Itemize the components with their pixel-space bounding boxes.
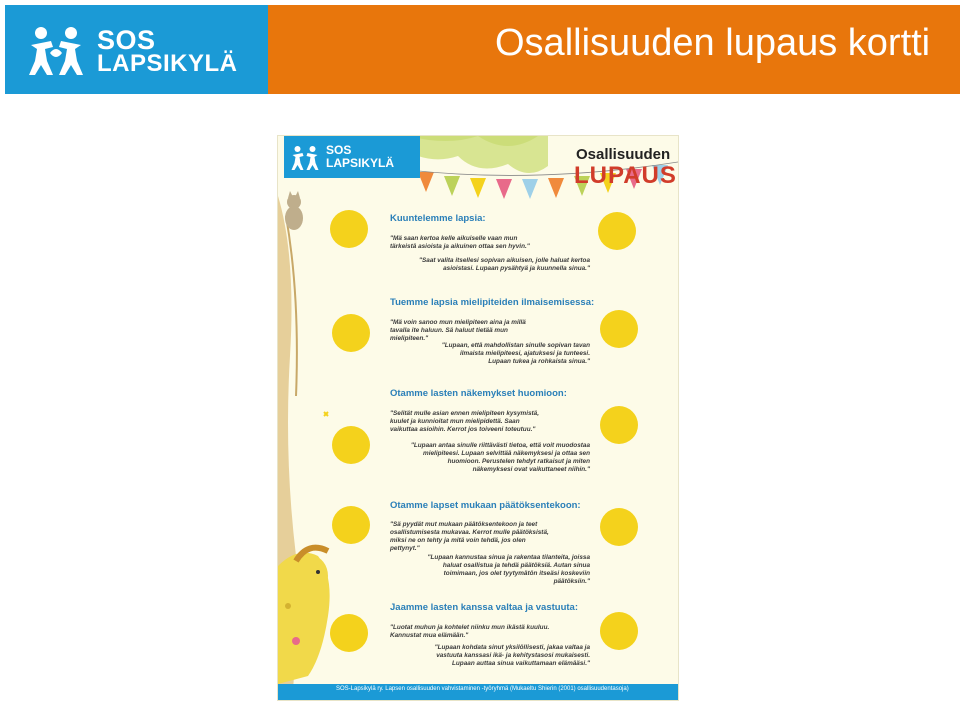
poster-footer-text: SOS-Lapsikylä ry. Lapsen osallisuuden vahvistaminen -työryhmä (Mukaeltu Shierin (2001) osallisuudentasoja) <box>336 686 629 692</box>
adult-face-5 <box>600 612 638 650</box>
child-face-1 <box>330 210 368 248</box>
adult-face-3 <box>600 406 638 444</box>
poster-children-logo-icon <box>290 145 320 171</box>
children-logo-icon <box>27 25 85 77</box>
poster-logo-line-1: SOS <box>326 143 352 157</box>
child-quote-2: "Mä voin sanoo mun mielipiteen aina ja millä tavalla ite haluun. Sä haluut tietää mun mielipiteen." <box>390 319 526 342</box>
poster-logo-line-2: LAPSIKYLÄ <box>326 156 395 170</box>
logo-wordmark <box>97 25 238 77</box>
logo-line-2: LAPSIKYLÄ <box>97 50 238 77</box>
logo-line-1: SOS <box>97 25 156 55</box>
adult-face-1 <box>598 212 636 250</box>
child-quote-5: "Luotat muhun ja kohtelet niinku mun ikästä kuuluu. Kannustat mua elämään." <box>390 624 550 639</box>
poster-logo-wordmark <box>326 144 394 170</box>
sos-lapsikyla-logo <box>5 5 268 94</box>
section-heading-3: Otamme lasten näkemykset huomioon: <box>390 388 567 399</box>
section-heading-5: Jaamme lasten kanssa valtaa ja vastuuta: <box>390 602 578 613</box>
child-face-2 <box>332 314 370 352</box>
sparkle-icon <box>324 412 328 416</box>
adult-face-2 <box>600 310 638 348</box>
child-quote-1: "Mä saan kertoa kelle aikuiselle vaan mun tärkeistä asioista ja aikuinen ottaa sen hyvin." <box>390 235 530 250</box>
adult-quote-1: "Saat valita itsellesi sopivan aikuisen, jolle haluat kertoa asioistasi. Lupaan pysähtyä ja kuunnella sinua." <box>418 257 590 272</box>
section-heading-1: Kuuntelemme lapsia: <box>390 213 486 224</box>
child-face-5 <box>330 614 368 652</box>
section-heading-2: Tuemme lapsia mielipiteiden ilmaisemisessa: <box>390 297 595 308</box>
adult-quote-5: "Lupaan kohdata sinut yksilöllisesti, jakaa valtaa ja vastuuta kanssasi ikä- ja kehitystasosi mukaisesti. Lupaan auttaa sinua vaikuttamaan elämääsi." <box>434 644 590 667</box>
cat-illustration <box>285 191 303 230</box>
section-heading-4: Otamme lapset mukaan päätöksentekoon: <box>390 500 581 511</box>
poster-title-top: Osallisuuden <box>576 146 671 163</box>
adult-quote-3: "Lupaan antaa sinulle riittävästi tietoa, että voit muodostaa mielipiteesi. Lupaan selvittää näkemyksesi ja ottaa sen huomioon. Perustelen tehdyt ratkaisut ja miten näkemyksesi ovat vaikuttaneet niihin." <box>410 442 590 473</box>
adult-face-4 <box>600 508 638 546</box>
child-quote-4: "Sä pyydät mut mukaan päätöksentekoon ja teet osallistumisesta mukavaa. Kerrot mulle päätöksistä, miksi ne on tehty ja mitä voin tehdä, jos olen pettynyt." <box>390 521 549 552</box>
child-face-3 <box>332 426 370 464</box>
promise-poster <box>278 136 678 700</box>
child-quote-3: "Selität mulle asian ennen mielipiteen kysymistä, kuulet ja kunnioitat mun mielipidettä. Saan vaikuttaa asioihin. Kerrot jos toiveeni toteutuu." <box>390 410 540 433</box>
child-face-4 <box>332 506 370 544</box>
poster-logo <box>284 136 420 178</box>
giraffe-illustration <box>278 548 330 684</box>
adult-quote-4: "Lupaan kannustaa sinua ja rakentaa tilanteita, joissa haluat osallistua ja tehdä päätöksiä. Autan sinua toimimaan, jos olet tyytymätön itseäsi koskeviin päätöksiin." <box>427 554 590 585</box>
adult-quote-2: "Lupaan, että mahdollistan sinulle sopivan tavan ilmaista mielipiteesi, ajatuksesi ja tunteesi. Lupaan tukea ja rohkaista sinua." <box>441 342 590 365</box>
slide-title: Osallisuuden lupaus kortti <box>495 22 931 64</box>
poster-title-main: LUPAUS <box>574 162 677 189</box>
